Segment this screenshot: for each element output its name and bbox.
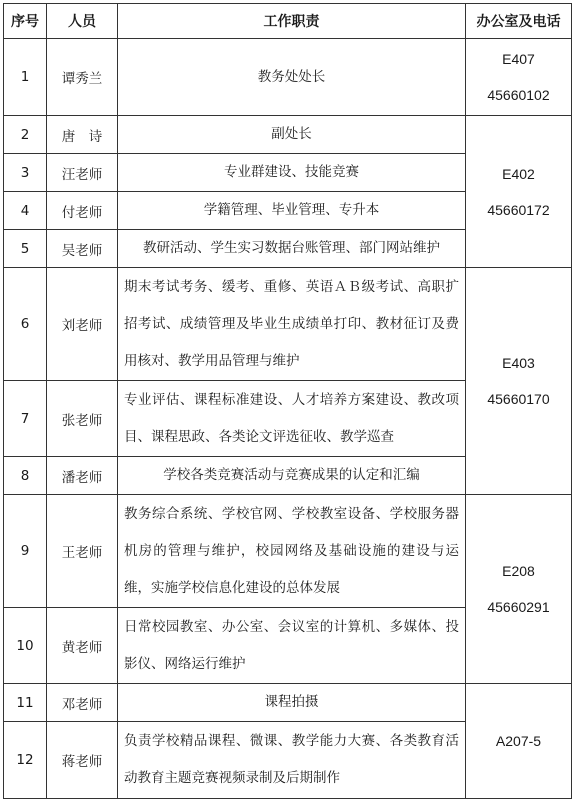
row-number: 5 <box>4 230 47 268</box>
row-number: 7 <box>4 381 47 457</box>
office-room: E402 <box>502 165 535 182</box>
office-room: E208 <box>502 563 535 579</box>
office-room: A207-5 <box>495 733 542 749</box>
row-person: 邓老师 <box>47 684 118 722</box>
row-number: 6 <box>4 268 47 381</box>
row-person: 汪老师 <box>47 154 118 192</box>
row-duty: 日常校园教室、办公室、会议室的计算机、多媒体、投影仪、网络运行维护 <box>118 608 466 684</box>
office-cell <box>466 495 572 684</box>
office-phone: 45660102 <box>487 87 550 103</box>
row-person: 付老师 <box>47 192 118 230</box>
row-person: 唐 诗 <box>47 116 118 154</box>
table-row <box>4 495 572 608</box>
row-duty: 副处长 <box>118 116 466 154</box>
row-number: 1 <box>4 39 47 116</box>
office-cell <box>466 684 572 799</box>
row-duty: 专业群建设、技能竞赛 <box>118 154 466 192</box>
header-person: 人员 <box>47 4 118 39</box>
row-person: 谭秀兰 <box>47 39 118 116</box>
office-cell <box>466 268 572 495</box>
header-row <box>4 4 572 39</box>
office-phone: 45660170 <box>487 391 550 407</box>
row-duty: 学校各类竞赛活动与竞赛成果的认定和汇编 <box>118 457 466 495</box>
office-room: E403 <box>502 355 535 371</box>
row-number: 4 <box>4 192 47 230</box>
office-cell <box>466 39 572 116</box>
row-person: 王老师 <box>47 495 118 608</box>
office-cell <box>466 116 572 268</box>
row-person: 张老师 <box>47 381 118 457</box>
table-row <box>4 684 572 722</box>
row-duty: 学籍管理、毕业管理、专升本 <box>118 192 466 230</box>
row-duty: 课程拍摄 <box>118 684 466 722</box>
row-number: 11 <box>4 684 47 722</box>
row-duty: 专业评估、课程标准建设、人才培养方案建设、教改项目、课程思政、各类论文评选征收、教学巡查 <box>118 381 466 457</box>
row-person: 蒋老师 <box>47 722 118 799</box>
table-row <box>4 268 572 381</box>
row-number: 9 <box>4 495 47 608</box>
row-number: 2 <box>4 116 47 154</box>
row-number: 3 <box>4 154 47 192</box>
row-person: 黄老师 <box>47 608 118 684</box>
office-room: E407 <box>502 51 535 67</box>
table-row <box>4 116 572 154</box>
office-phone: 45660172 <box>487 201 550 218</box>
table-row <box>4 39 572 116</box>
row-duty: 教研活动、学生实习数据台账管理、部门网站维护 <box>118 230 466 268</box>
row-duty: 教务处处长 <box>118 39 466 116</box>
row-number: 12 <box>4 722 47 799</box>
header-office: 办公室及电话 <box>466 4 572 39</box>
row-duty: 教务综合系统、学校官网、学校教室设备、学校服务器机房的管理与维护，校园网络及基础设施的建设与运维，实施学校信息化建设的总体发展 <box>118 495 466 608</box>
row-duty: 期末考试考务、缓考、重修、英语ＡＢ级考试、高职扩招考试、成绩管理及毕业生成绩单打印、教材征订及费用核对、教学用品管理与维护 <box>118 268 466 381</box>
row-number: 8 <box>4 457 47 495</box>
row-person: 刘老师 <box>47 268 118 381</box>
row-number: 10 <box>4 608 47 684</box>
row-person: 潘老师 <box>47 457 118 495</box>
header-duty: 工作职责 <box>118 4 466 39</box>
row-person: 吴老师 <box>47 230 118 268</box>
office-phone: 45660291 <box>487 599 550 615</box>
header-num: 序号 <box>4 4 47 39</box>
staff-duty-table <box>3 3 572 799</box>
row-duty: 负责学校精品课程、微课、教学能力大赛、各类教育活动教育主题竞赛视频录制及后期制作 <box>118 722 466 799</box>
